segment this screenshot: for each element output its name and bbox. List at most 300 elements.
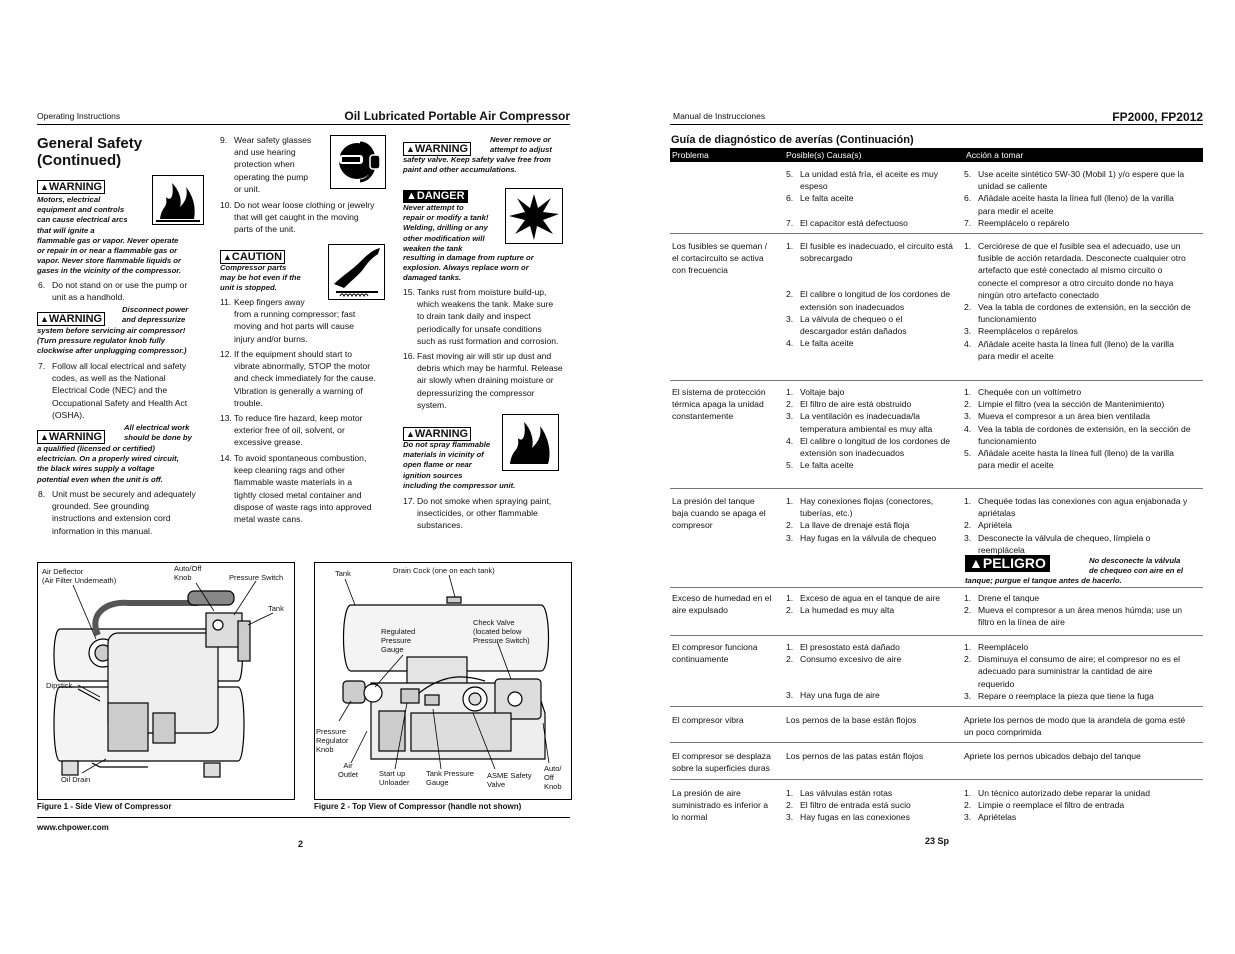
item-number: 2. (786, 399, 794, 410)
item-line: La humedad es muy alta (800, 605, 895, 616)
warning-text-1: Motors, electrical equipment and controls can cause electrical arcs that will ignite a flammable gas or vapor. Never operate or repair in or near a flammable gas or vapor. Never store flammable liquids or gases in the vicinity of the compressor. (37, 195, 181, 276)
peligro-text-b: tanque; purgue el tanque antes de hacerlo. (965, 576, 1122, 585)
item-line: Un técnico autorizado debe reparar la unidad (978, 788, 1150, 798)
row-divider (670, 488, 1203, 489)
item-number: 2. (786, 654, 794, 665)
item-line: artefacto que esté conectado al mismo circuito o (978, 265, 1163, 276)
item-text (978, 386, 1204, 398)
item-number: 3. (786, 313, 794, 324)
item-number: 1. (964, 241, 972, 251)
item-line: Chequée todas las conexiones con agua enjabonada y (978, 496, 1188, 506)
fig2-label-air-outlet: Air Outlet (338, 761, 359, 779)
causes-cell (786, 592, 960, 616)
item-text (800, 398, 960, 410)
item-number: 1. (964, 496, 972, 506)
item-number: 2. (964, 302, 972, 313)
cause-item (786, 750, 960, 762)
item-line: Limpie o reemplace el filtro de entrada (978, 800, 1125, 811)
item-text (800, 459, 960, 471)
item-number: 1. (786, 788, 794, 798)
item-number: 7. (786, 217, 794, 228)
item-line: Chequée con un voltímetro (978, 387, 1082, 397)
item-number: 1. (786, 593, 794, 603)
item-text (800, 592, 960, 604)
list-item: 17. Do not smoke when spraying paint, insecticides, or other flammable substances. (403, 496, 552, 531)
safety-glasses-icon (330, 135, 386, 189)
item-number: 2. (964, 654, 972, 665)
actions-cell (964, 641, 1204, 702)
item-number: 1. (964, 788, 972, 798)
footer-rule (37, 817, 570, 818)
problem-line: La presión del tanque (672, 496, 755, 506)
item-number: 3. (786, 532, 794, 543)
warning-text-5a: Do not spray flammable materials in vicinity of open flame or near ignition sources (403, 440, 491, 480)
header-right-title: FP2000, FP2012 (1112, 110, 1203, 124)
action-item (964, 519, 1204, 531)
list-item: 12. If the equipment should start to vibrate abnormally, STOP the motor and check immediately for the cause. Vibration is generally a warning of trouble. (220, 349, 376, 408)
column-header-actions: Acción a tomar (966, 150, 1024, 160)
warning-badge: ▲WARNING (37, 430, 105, 444)
item-line: El filtro de entrada está sucio (800, 800, 911, 811)
warning-text-2a: Disconnect power and depressurize (122, 305, 189, 325)
item-text (978, 410, 1204, 422)
item-line: Consumo excesivo de aire (800, 654, 902, 665)
row-divider (670, 380, 1203, 381)
item-text (800, 689, 960, 701)
item-line: Disminuya el consumo de aire; el compresor no es el (978, 654, 1181, 665)
item-text (978, 495, 1204, 519)
header-title: Oil Lubricated Portable Air Compressor (344, 109, 570, 123)
item-text (786, 714, 960, 726)
item-line: El capacitor está defectuoso (800, 217, 908, 228)
item-text (800, 192, 960, 204)
item-text (800, 217, 960, 229)
item-number: 3. (964, 532, 972, 543)
item-text (978, 799, 1204, 811)
list-item: 9. Wear safety glasses and use hearing protection when operating the pump or unit. (220, 135, 312, 194)
item-line: La llave de drenaje está floja (800, 520, 910, 531)
list-item: 6. Do not stand on or use the pump or unit as a handhold. (38, 280, 188, 303)
row-divider (670, 233, 1203, 234)
item-text (978, 653, 1204, 690)
action-item (964, 338, 1204, 362)
item-number: 2. (964, 520, 972, 531)
problem-line: continuamente (672, 654, 729, 665)
item-line: Mueva el compresor a un área menos húmda; use un (978, 605, 1182, 616)
item-number: 4. (964, 338, 972, 349)
item-text (800, 787, 960, 799)
causes-cell (786, 714, 960, 726)
warning-block-2 (37, 309, 105, 327)
action-item (964, 423, 1204, 447)
list-item: 13. To reduce fire hazard, keep motor exterior free of oil, solvent, or excessive grease. (220, 413, 363, 448)
problem-cell (672, 495, 780, 532)
item-line: extensión son inadecuados (800, 301, 905, 312)
item-line: La válvula de chequeo o el (800, 313, 903, 324)
item-line: Desconecte la válvula de chequeo, límpiela o (978, 532, 1151, 543)
item-number: 3. (964, 411, 972, 422)
warning-text-3a: All electrical work should be done by (124, 423, 192, 443)
page-number-right: 23 Sp (925, 836, 950, 846)
cause-item (786, 337, 960, 349)
fig2-label-start-up-unloader: Start up Unloader (379, 769, 410, 787)
action-item (964, 495, 1204, 519)
item-number: 5. (964, 448, 972, 459)
item-number: 1. (786, 241, 794, 251)
peligro-badge: ▲PELIGRO (965, 555, 1050, 572)
item-text (800, 410, 960, 434)
fig1-label-tank: Tank (268, 604, 284, 613)
cause-item (786, 604, 960, 616)
warning-text-4a: Never remove or attempt to adjust (490, 135, 552, 155)
fig2-label-drain-cock: Drain Cock (one on each tank) (393, 566, 495, 575)
item-text (786, 750, 960, 762)
item-number: 1. (964, 387, 972, 397)
row-divider (670, 635, 1203, 636)
item-number: 4. (964, 423, 972, 434)
item-line: Añádale aceite hasta la línea full (lleno) de la varilla (978, 193, 1174, 204)
cause-item (786, 386, 960, 398)
item-line: Le falta aceite (800, 460, 854, 471)
danger-badge: ▲DANGER (403, 190, 468, 203)
item-line: Exceso de agua en el tanque de aire (800, 593, 940, 603)
list-item: 16. Fast moving air will stir up dust and debris which may be harmful. Release air slowly when draining moisture or depressurizing the compressor system. (403, 351, 563, 410)
item-line: Apriete los pernos ubicados debajo del tanque (964, 751, 1141, 761)
action-item (964, 325, 1204, 337)
action-item (964, 787, 1204, 799)
item-text (800, 337, 960, 349)
item-line: Drene el tanque (978, 593, 1040, 603)
actions-cell (964, 750, 1204, 762)
item-number: 2. (964, 800, 972, 811)
problem-line: baja cuando se apaga el (672, 508, 766, 519)
problem-line: térmica apaga la unidad (672, 399, 764, 410)
action-item (964, 386, 1204, 398)
item-text (978, 325, 1204, 337)
item-line: Apriételas (978, 812, 1017, 823)
item-line: Limpie el filtro (vea la sección de Mantenimiento) (978, 399, 1165, 410)
item-line: Vea la tabla de cordones de extensión, en la sección de (978, 302, 1191, 313)
cause-item (786, 653, 960, 665)
item-text (978, 301, 1204, 325)
item-text (800, 604, 960, 616)
figure-1-caption: Figure 1 - Side View of Compressor (37, 802, 172, 811)
item-line: Hay conexiones flojas (conectores, (800, 496, 934, 506)
item-number: 2. (786, 520, 794, 531)
item-line: Añádale aceite hasta la línea full (lleno) de la varilla (978, 338, 1174, 349)
warning-badge: ▲WARNING (37, 312, 105, 326)
item-line: filtro en la línea de aire (978, 617, 1065, 628)
item-line: unidad se caliente (978, 181, 1048, 192)
danger-text-b: resulting in damage from rupture or explosion. Always replace worn or damaged tanks. (403, 253, 534, 283)
action-item (964, 799, 1204, 811)
item-text (800, 495, 960, 519)
problem-line: el cortacircuito se activa (672, 253, 764, 264)
item-line: Apriete los pernos de modo que la arandela de goma esté (964, 715, 1186, 725)
problem-line: suministrado es inferior a (672, 800, 769, 811)
problem-cell (672, 750, 780, 774)
list-item: 7. Follow all local electrical and safety codes, as well as the National Electrical Code (NEC) and the Occupational Safety and Health Act (OSHA). (38, 361, 188, 420)
item-line: El calibre o longitud de los cordones de (800, 289, 951, 300)
item-text (978, 604, 1204, 628)
causes-cell (786, 750, 960, 762)
item-line: El presostato está dañado (800, 642, 900, 652)
warning-block-3 (37, 427, 105, 445)
item-text (978, 338, 1204, 362)
item-line: Hay una fuga de aire (800, 690, 880, 701)
fig1-label-auto-off-knob: Auto/Off Knob (174, 564, 202, 582)
fig2-label-tank: Tank (335, 569, 351, 578)
item-text (978, 240, 1204, 301)
problem-line: con frecuencia (672, 265, 728, 276)
table-header (670, 148, 1203, 162)
item-number: 4. (786, 338, 794, 349)
item-text (978, 787, 1204, 799)
item-text (978, 690, 1204, 702)
problem-cell (672, 240, 780, 277)
cause-item (786, 288, 960, 312)
causes-cell (786, 641, 960, 702)
fig2-label-pressure-regulator-knob: Pressure Regulator Knob (316, 727, 349, 754)
causes-cell (786, 495, 960, 544)
action-item (964, 168, 1204, 192)
fig1-label-pressure-switch: Pressure Switch (229, 573, 284, 582)
problem-cell (672, 386, 780, 423)
item-number: 1. (964, 593, 972, 603)
list-item: 11. Keep fingers away from a running compressor; fast moving and hot parts will cause injury and/or burns. (220, 297, 356, 344)
item-line: Las válvulas están rotas (800, 788, 893, 798)
item-number: 5. (964, 169, 972, 179)
causes-cell (786, 386, 960, 471)
item-line: Reemplácelos o repárelos (978, 326, 1078, 337)
header-left-label: Operating Instructions (37, 111, 121, 121)
item-text (800, 240, 960, 264)
warning-badge: ▲WARNING (37, 180, 105, 194)
item-line: Los pernos de la base están flojos (786, 715, 917, 725)
item-line: La unidad está fría, el aceite es muy (800, 169, 939, 179)
item-text (978, 192, 1204, 216)
cause-item (786, 799, 960, 811)
item-text (978, 519, 1204, 531)
item-number: 3. (786, 812, 794, 823)
action-item (964, 653, 1204, 690)
actions-cell (964, 714, 1204, 738)
cause-item (786, 168, 960, 192)
cause-item (786, 398, 960, 410)
item-line: Apriétela (978, 520, 1012, 531)
item-line: extensión son inadecuados (800, 448, 905, 459)
item-text (978, 532, 1204, 556)
action-item (964, 192, 1204, 216)
action-item (964, 750, 1204, 762)
row-divider (670, 779, 1203, 780)
problem-cell (672, 641, 780, 665)
fig2-label-regulated-pressure-gauge: Regulated Pressure Gauge (381, 627, 416, 654)
cause-item (786, 459, 960, 471)
warning-badge: ▲WARNING (403, 427, 471, 441)
item-line: ningún otro artefacto conectado (978, 289, 1099, 300)
item-text (978, 217, 1204, 229)
list-item: 15. Tanks rust from moisture build-up, which weakens the tank. Make sure to drain tank daily and inspect periodically for unsafe conditions such as rust formation and corrosion. (403, 287, 559, 346)
problem-line: La presión de aire (672, 788, 741, 798)
item-line: El calibre o longitud de los cordones de (800, 435, 951, 446)
action-item (964, 217, 1204, 229)
problem-line: El sistema de protección (672, 387, 766, 397)
cause-item (786, 592, 960, 604)
item-line: apriétalas (978, 508, 1016, 519)
danger-text-a: Never attempt to repair or modify a tank! Welding, drilling or any other modification will weaken the tank (403, 203, 489, 253)
warning-text-2b: system before servicing air compressor! (Turn pressure regulator knob fully clockwise after unplugging compressor.) (37, 326, 187, 356)
item-line: temperatura ambiental es muy alta (800, 423, 933, 434)
item-number: 3. (964, 326, 972, 337)
column-header-causes: Posible(s) Causa(s) (786, 150, 862, 160)
cause-item (786, 240, 960, 264)
cause-item (786, 641, 960, 653)
item-line: para medir el aceite (978, 350, 1054, 361)
cause-item (786, 689, 960, 701)
caution-text: Compressor parts may be hot even if the unit is stopped. (220, 263, 301, 293)
fig1-label-oil-drain: Oil Drain (61, 775, 91, 784)
item-number: 3. (786, 411, 794, 422)
actions-cell (964, 495, 1204, 556)
item-line: Repare o reemplace la pieza que tiene la fuga (978, 690, 1154, 701)
action-item (964, 240, 1204, 301)
item-text (800, 435, 960, 459)
item-text (964, 714, 1204, 738)
item-text (978, 811, 1204, 823)
item-line: espeso (800, 181, 828, 192)
item-text (800, 168, 960, 192)
fig1-label-air-deflector: Air Deflector (Air Filter Underneath) (42, 567, 117, 585)
item-text (800, 799, 960, 811)
list-item: 10. Do not wear loose clothing or jewelry that will get caught in the moving parts of the unit. (220, 200, 375, 235)
item-line: fusible de acción retardada. Desconecte cualquier otro (978, 253, 1186, 264)
cause-item (786, 787, 960, 799)
item-number: 2. (786, 605, 794, 616)
fig2-label-auto-off-knob: Auto/ Off Knob (544, 764, 562, 791)
action-item (964, 641, 1204, 653)
item-number: 1. (964, 642, 972, 652)
item-number: 6. (964, 193, 972, 204)
item-line: Mueva el compresor a un área bien ventilada (978, 411, 1150, 422)
item-text (800, 386, 960, 398)
item-line: Use aceite sintético 5W-30 (Mobil 1) y/o espere que la (978, 169, 1185, 179)
row-divider (670, 742, 1203, 743)
row-divider (670, 706, 1203, 707)
item-line: La ventilación es inadecuada/la (800, 411, 920, 422)
header-rule (37, 124, 570, 125)
item-line: conecte el compresor a otro circuito donde no haya (978, 277, 1174, 288)
flame-icon (502, 414, 559, 471)
footer-url: www.chpower.com (37, 823, 109, 832)
fig2-label-tank-pressure-gauge: Tank Pressure Gauge (426, 769, 474, 787)
item-line: funcionamiento (978, 435, 1037, 446)
figure-2-caption: Figure 2 - Top View of Compressor (handle not shown) (314, 802, 522, 811)
item-line: Hay fugas en las conexiones (800, 812, 910, 823)
item-text (978, 168, 1204, 192)
peligro-text-a: No desconecte la válvula de chequeo con aire en el (1089, 556, 1183, 576)
cause-item (786, 410, 960, 434)
item-line: El filtro de aire está obstruido (800, 399, 912, 410)
item-line: Hay fugas en la válvula de chequeo (800, 532, 937, 543)
item-line: sobrecargado (800, 253, 853, 264)
fig2-label-check-valve: Check Valve (located below Pressure Switch) (473, 618, 530, 645)
actions-cell (964, 787, 1204, 824)
cause-item (786, 714, 960, 726)
item-line: adecuado para suministrar la cantidad de aire (978, 666, 1153, 677)
explosion-icon (505, 188, 563, 244)
item-number: 5. (786, 169, 794, 179)
item-number: 6. (786, 193, 794, 204)
action-item (964, 532, 1204, 556)
fig2-label-asme-safety-valve: ASME Safety Valve (487, 771, 532, 789)
cause-item (786, 313, 960, 337)
item-line: Reemplácelo o repárelo (978, 217, 1070, 228)
item-number: 2. (964, 605, 972, 616)
caution-badge: ▲CAUTION (220, 250, 285, 264)
item-number: 5. (786, 460, 794, 471)
action-item (964, 604, 1204, 628)
item-line: requerido (978, 678, 1015, 689)
action-item (964, 410, 1204, 422)
compressor-side-view-drawing (38, 563, 293, 798)
hot-surface-icon (328, 244, 385, 300)
problem-line: sobre la superficies duras (672, 763, 770, 774)
item-line: reemplácela (978, 544, 1025, 555)
item-number: 2. (786, 289, 794, 300)
item-line: para medir el aceite (978, 205, 1054, 216)
list-item: 8. Unit must be securely and adequately grounded. See grounding instructions and extension cord information in this manual. (38, 489, 196, 536)
item-number: 3. (964, 812, 972, 823)
cause-item (786, 217, 960, 229)
item-text (800, 811, 960, 823)
item-number: 2. (964, 399, 972, 410)
causes-cell (786, 240, 960, 349)
problem-cell (672, 592, 780, 616)
item-text (800, 641, 960, 653)
fig1-label-dipstick: Dipstick (46, 681, 73, 690)
causes-cell (786, 168, 960, 229)
item-number: 1. (786, 642, 794, 652)
actions-cell (964, 386, 1204, 471)
item-text (978, 641, 1204, 653)
problem-line: El compresor se desplaza (672, 751, 771, 761)
cause-item (786, 532, 960, 544)
item-line: Le falta aceite (800, 338, 854, 349)
action-item (964, 811, 1204, 823)
warning-text-3b: a qualified (licensed or certified) electrician. On a properly wired circuit, the black wires supply a voltage potential even when the unit is off. (37, 444, 179, 484)
action-item (964, 447, 1204, 471)
warning-badge: ▲WARNING (403, 142, 471, 156)
action-item (964, 690, 1204, 702)
cause-item (786, 811, 960, 823)
problem-cell (672, 787, 780, 824)
problem-line: El compresor vibra (672, 715, 744, 725)
item-text (978, 592, 1204, 604)
problem-line: Los fusibles se queman / (672, 241, 768, 251)
problem-line: constantemente (672, 411, 734, 422)
item-line: para medir el aceite (978, 460, 1054, 471)
item-number: 2. (786, 800, 794, 811)
problem-line: compresor (672, 520, 713, 531)
item-line: funcionamiento (978, 314, 1037, 325)
item-text (978, 447, 1204, 471)
item-line: Reemplácelo (978, 642, 1029, 652)
item-line: El fusible es inadecuado, el circuito está (800, 241, 953, 251)
column-header-problem: Problema (672, 150, 709, 160)
section-heading: General Safety (Continued) (37, 135, 143, 169)
cause-item (786, 519, 960, 531)
